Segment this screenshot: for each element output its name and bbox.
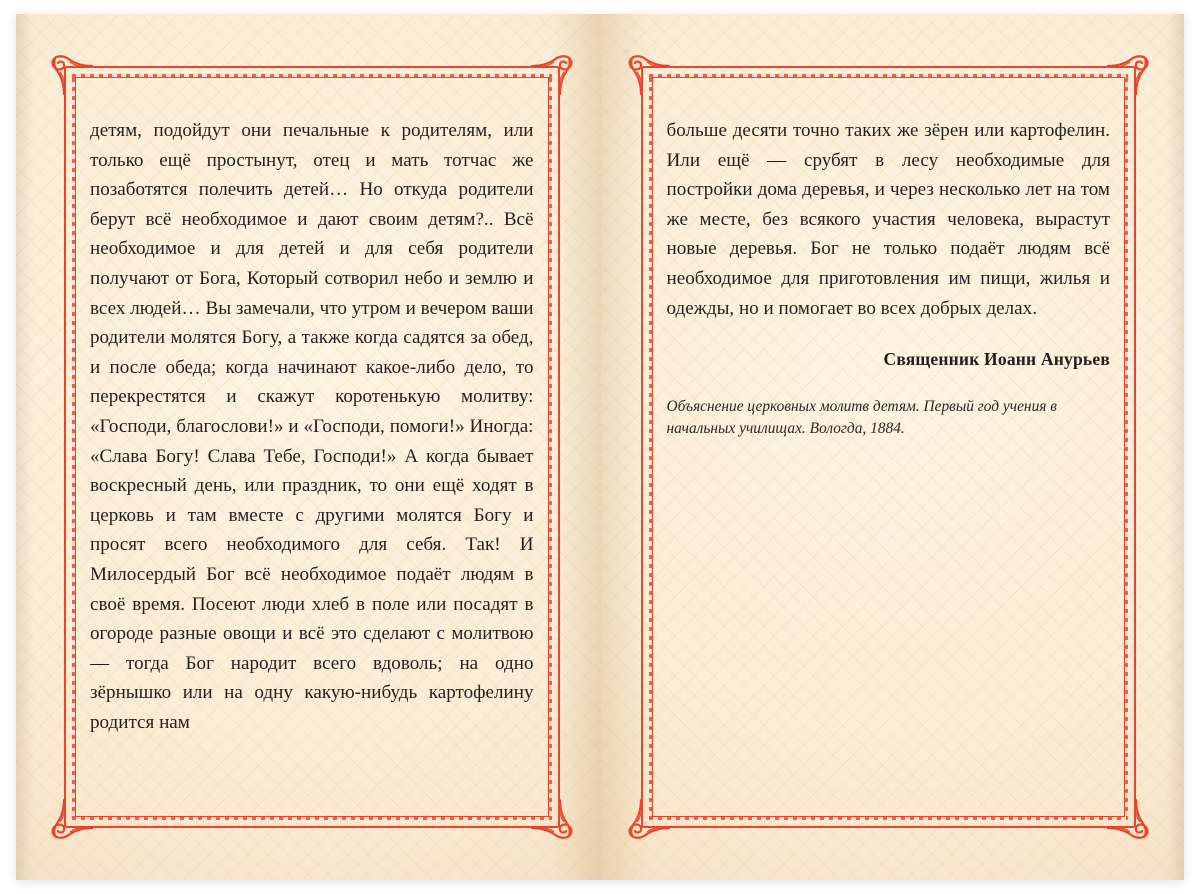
left-page-ornamental-frame (64, 66, 560, 828)
right-page-edge-shadow (1166, 14, 1184, 880)
author-signature: Священник Иоанн Анурьев (883, 349, 1110, 370)
left-page (16, 14, 601, 880)
right-page (601, 14, 1185, 880)
corner-flourish-icon (627, 52, 671, 96)
right-page-body-text: больше десяти точно таких же зёрен или картофелин. Или ещё — срубят в лесу необходимые для постройки дома деревья, и через несколько лет на том же месте, без всякого участия человека, вырастут новые деревья. Бог не только подаёт людям всё необходимое для приготовления им пищи, жилья и одежды, но и помогает во всех добрых делах. (666, 120, 1110, 319)
left-page-content (90, 92, 534, 802)
left-page-edge-shadow (16, 14, 34, 880)
corner-flourish-icon (530, 52, 574, 96)
book-spread (16, 14, 1184, 880)
corner-flourish-icon (1106, 52, 1150, 96)
corner-flourish-icon (50, 52, 94, 96)
right-page-ornamental-frame (641, 66, 1137, 828)
left-page-body-text: детям, подойдут они печальные к родителям, или только ещё простынут, отец и мать тотчас же позаботятся полечить детей… Но откуда родители берут всё необходимое и дают своим детям?.. Всё необходимое и для детей и для себя родители получают от Бога, Который сотворил небо и землю и всех людей… Вы замечали, что утром и вечером ваши родители молятся Богу, а также когда садятся за обед, и после обеда; когда начинают какое-либо дело, то перекрестятся и скажут коротенькую молитву: «Господи, благослови!» и «Господи, помоги!» Иногда: «Слава Богу! Слава Тебе, Господи!» А когда бывает воскресный день, или праздник, то они ещё ходят в церковь и там вместе с другими молятся Богу и просят всего необходимого для себя. Так! И Милосердый Бог всё необходимое подаёт людям в своё время. Посеют люди хлеб в поле или посадят в огороде разные овощи и всё это сделают с молитвою — тогда Бог народит всего вдоволь; на одно зёрнышко или на одну какую-нибудь картофелину родится нам (90, 120, 534, 733)
corner-flourish-icon (1106, 798, 1150, 842)
corner-flourish-icon (627, 798, 671, 842)
corner-flourish-icon (530, 798, 574, 842)
right-page-content (667, 92, 1111, 802)
corner-flourish-icon (50, 798, 94, 842)
source-citation: Объяснение церковных молитв детям. Первый год учения в начальных училищах. Вологда, 1884. (666, 398, 1057, 438)
